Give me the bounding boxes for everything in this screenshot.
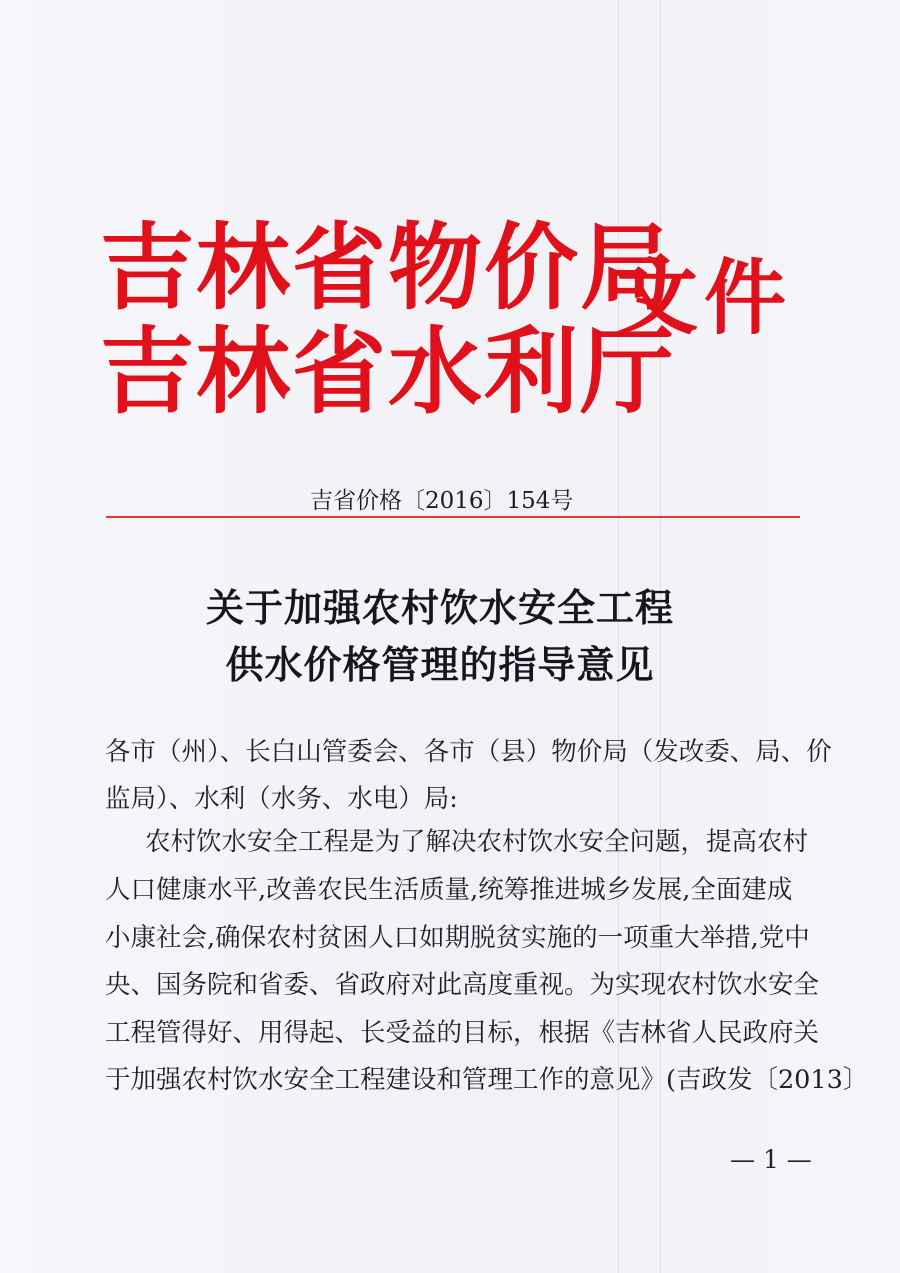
- issuer-line-2: 吉林省水利厅: [100, 318, 677, 427]
- addressee-line-2: 监局）、水利（水务、水电）局:: [105, 784, 458, 814]
- document-title-line-2: 供水价格管理的指导意见: [225, 642, 655, 687]
- page-number: — 1 —: [730, 1145, 812, 1174]
- issuer-line-1: 吉林省物价局: [100, 214, 677, 323]
- body-text-line: 农村饮水安全工程是为了解决农村饮水安全问题，提高农村: [145, 827, 809, 857]
- body-text-line: 于加强农村饮水安全工程建设和管理工作的意见》(吉政发〔2013〕: [105, 1065, 869, 1095]
- document-title-line-1: 关于加强农村饮水安全工程: [205, 585, 674, 630]
- body-text-line: 小康社会,确保农村贫困人口如期脱贫实施的一项重大举措,党中: [105, 923, 810, 953]
- document-label: 文件: [616, 251, 793, 346]
- body-text-line: 工程管得好、用得起、长受益的目标，根据《吉林省人民政府关: [105, 1018, 820, 1048]
- document-number: 吉省价格〔2016〕154号: [310, 488, 574, 514]
- body-text-line: 人口健康水平,改善农民生活质量,统筹推进城乡发展,全面建成: [105, 875, 793, 905]
- body-text-line: 央、国务院和省委、省政府对此高度重视。为实现农村饮水安全: [105, 970, 820, 1000]
- red-separator-rule: [106, 516, 800, 518]
- addressee-line-1: 各市（州）、长白山管委会、各市（县）物价局（发改委、局、价: [105, 737, 832, 767]
